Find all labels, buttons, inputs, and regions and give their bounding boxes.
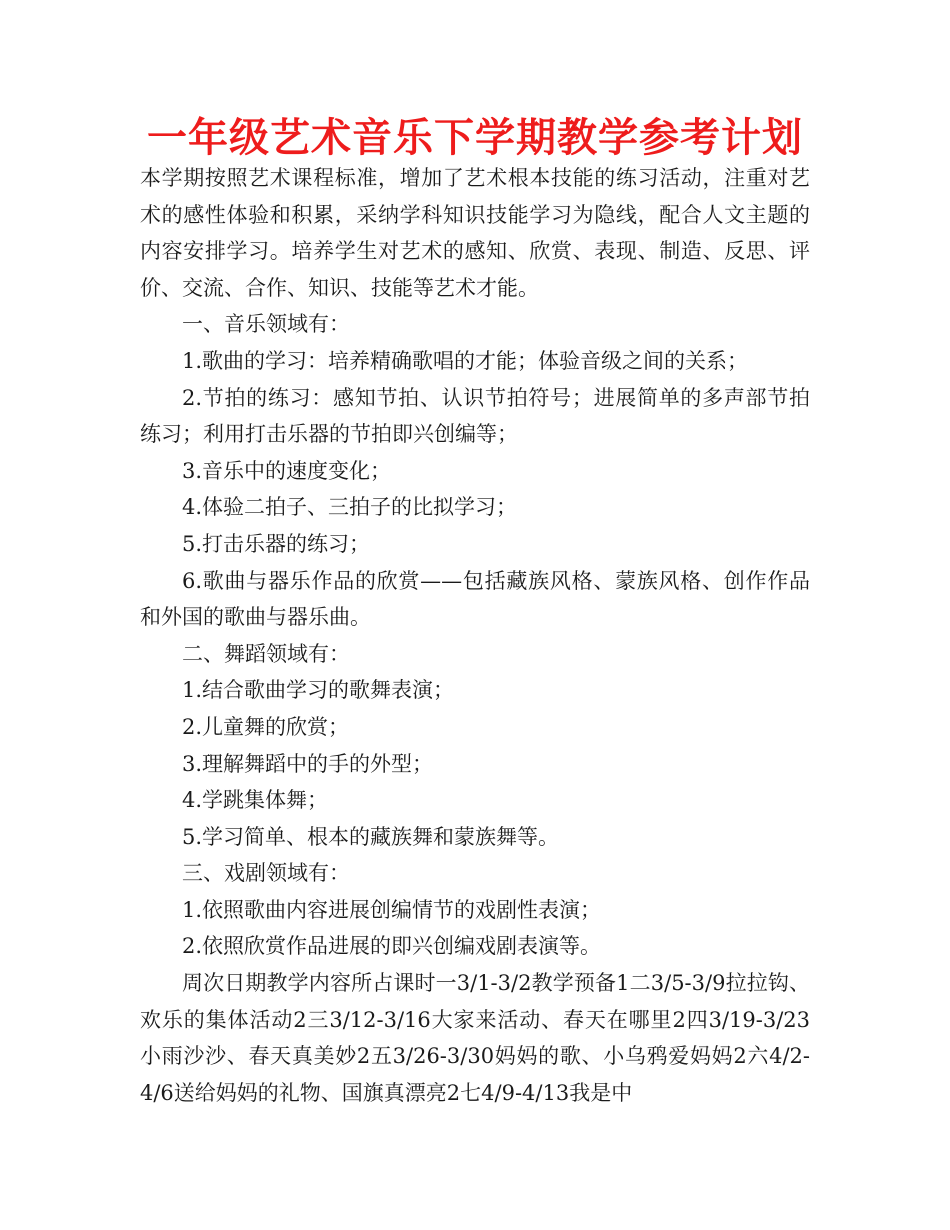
document-body	[140, 160, 810, 1111]
document-title: 一年级艺术音乐下学期教学参考计划	[147, 115, 803, 161]
drama-item-2: 2.依照欣赏作品进展的即兴创编戏剧表演等。	[182, 934, 602, 959]
section-heading-dance: 二、舞蹈领域有：	[182, 641, 350, 666]
schedule-paragraph: 周次日期教学内容所占课时一3/1-3/2教学预备1二3/5-3/9拉拉钩、欢乐的集体活动2三3/12-3/16大家来活动、春天在哪里2四3/19-3/23小雨沙沙、春天真美妙2五3/26-3/30妈妈的歌、小乌鸦爱妈妈2六4/2-4/6送给妈妈的礼物、国旗真漂亮2七4/9-4/13我是中	[140, 971, 810, 1105]
music-item-2: 2.节拍的练习：感知节拍、认识节拍符号；进展简单的多声部节拍练习；利用打击乐器的节拍即兴创编等；	[140, 385, 810, 447]
dance-item-4: 4.学跳集体舞；	[182, 788, 329, 813]
drama-item-1: 1.依照歌曲内容进展创编情节的戏剧性表演；	[182, 897, 602, 922]
music-item-3: 3.音乐中的速度变化；	[182, 458, 392, 483]
section-heading-drama: 三、戏剧领域有：	[182, 861, 350, 886]
dance-item-2: 2.儿童舞的欣赏；	[182, 714, 350, 739]
dance-item-5: 5.学习简单、根本的藏族舞和蒙族舞等。	[182, 824, 560, 849]
music-item-1: 1.歌曲的学习：培养精确歌唱的才能；体验音级之间的关系；	[182, 348, 749, 373]
music-item-4: 4.体验二拍子、三拍子的比拟学习；	[182, 495, 518, 520]
section-heading-music: 一、音乐领域有：	[182, 312, 350, 337]
music-item-6: 6.歌曲与器乐作品的欣赏——包括藏族风格、蒙族风格、创作作品和外国的歌曲与器乐曲。	[140, 568, 810, 630]
intro-paragraph: 本学期按照艺术课程标准，增加了艺术根本技能的练习活动，注重对艺术的感性体验和积累，采纳学科知识技能学习为隐线，配合人文主题的内容安排学习。培养学生对艺术的感知、欣赏、表现、制造、反思、评价、交流、合作、知识、技能等艺术才能。	[140, 166, 810, 300]
music-item-5: 5.打击乐器的练习；	[182, 531, 371, 556]
dance-item-3: 3.理解舞蹈中的手的外型；	[182, 751, 434, 776]
dance-item-1: 1.结合歌曲学习的歌舞表演；	[182, 678, 455, 703]
